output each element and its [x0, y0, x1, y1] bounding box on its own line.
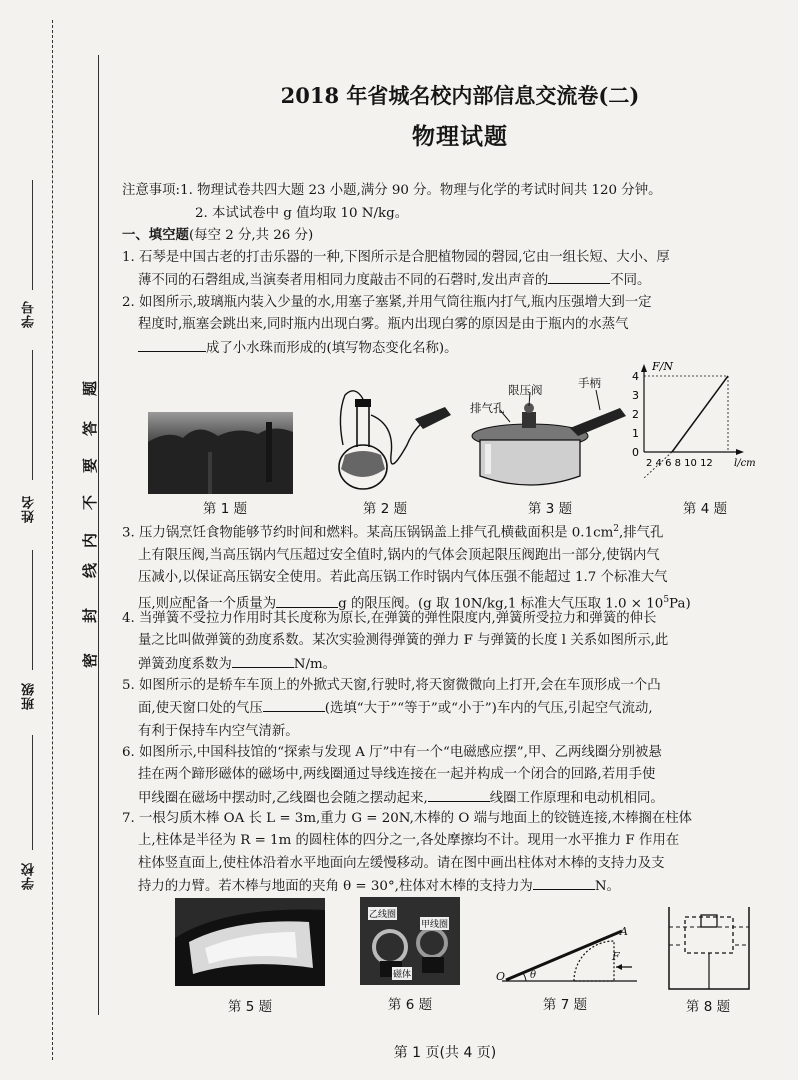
fig7-A-label: A	[620, 925, 628, 938]
exam-subtitle: 物理试题	[412, 123, 508, 150]
seal-dashed-line	[52, 20, 53, 1060]
question-5	[122, 675, 792, 743]
seal-char: 要	[81, 457, 100, 474]
xuexiao-blank	[32, 735, 33, 850]
seal-char: 内	[81, 532, 100, 549]
q7-line-2: 上,柱体是半径为 R = 1m 的圆柱体的四分之一,各处摩擦均不计。现用一水平推力 F 作用在	[138, 833, 680, 849]
seal-char: 密	[81, 652, 100, 669]
section-heading-rest: (每空 2 分,共 26 分)	[188, 228, 314, 243]
fig4-x-arrow	[736, 449, 744, 455]
fig4-ytick-label: 4	[632, 370, 639, 383]
fig6-pendulum-photo	[360, 897, 460, 985]
q3-line-4b: g 的限压阀。(g 取 10N/kg,1 标准大气压取 1.0 × 10	[338, 596, 664, 612]
q3-line-3: 压减小,以保证高压锅安全使用。若此高压锅工作时锅内气体压强不能超过 1.7 个标准大气	[138, 570, 668, 586]
fig6-magnet-label: 磁体	[392, 967, 412, 980]
q5-answer-blank[interactable]	[263, 697, 325, 712]
exam-title: 2018 年省城名校内部信息交流卷(二)	[280, 83, 640, 108]
fig3-valve-label: 限压阀	[508, 383, 543, 397]
fig2-caption: 第 2 题	[362, 501, 408, 517]
q6-line-1: 6. 如图所示,中国科技馆的“探索与发现 A 厅”中有一个“电磁感应摆”,甲、乙两线圈分别被悬	[122, 745, 662, 760]
q4-line-1: 4. 当弹簧不受拉力作用时其长度称为原长,在弹簧的弹性限度内,弹簧所受拉力和弹簧的伸长	[122, 611, 657, 626]
q7-line-4a: 持力的力臂。若木棒与地面的夹角 θ = 30°,柱体对木棒的支持力为	[138, 878, 533, 894]
fig4-series-line	[672, 376, 728, 452]
question-3	[122, 518, 792, 616]
xuehao-blank	[32, 180, 33, 290]
fig5-caption: 第 5 题	[227, 999, 273, 1015]
q7-line-1: 7. 一根匀质木棒 OA 长 L = 3m,重力 G = 20N,木棒的 O 端与地面上的铰链连接,木棒搁在柱体	[122, 811, 693, 826]
xingming-label: 姓名	[22, 495, 37, 523]
q3-answer-blank[interactable]	[276, 593, 338, 608]
q2-line-2: 程度时,瓶塞会跳出来,同时瓶内出现白雾。瓶内出现白雾的原因是由于瓶内的水蒸气	[138, 317, 629, 333]
notes-line-2: 2. 本试试卷中 g 值均取 10 N/kg。	[195, 206, 409, 221]
fig5-sunroof-icon	[175, 898, 325, 986]
question-1	[122, 247, 792, 293]
q3-sup-5: 5	[663, 595, 670, 606]
fig4-ytick-label: 0	[632, 446, 639, 459]
xingming-blank	[32, 350, 33, 480]
notes-line-1: 注意事项:1. 物理试卷共四大题 23 小题,满分 90 分。物理与化学的考试时间共 120 分钟。	[122, 183, 662, 198]
fig8-caption: 第 8 题	[685, 999, 731, 1015]
q3-line-2: 上有限压阀,当高压锅内气压超过安全值时,锅内的气体会顶起限压阀跑出一部分,使锅内气	[138, 547, 660, 563]
fig3-pressure-cooker	[470, 378, 630, 496]
q6-answer-blank[interactable]	[428, 787, 490, 802]
q1-line-2b: 不同。	[610, 273, 651, 289]
q5-line-2a: 面,使天窗口处的气压	[138, 701, 263, 717]
fig2-flask-pump-diagram	[315, 385, 455, 495]
fig5-sunroof-photo	[175, 898, 325, 986]
seal-char: 题	[81, 380, 100, 397]
q1-answer-blank[interactable]	[548, 269, 610, 284]
fig7-O-label: O	[496, 970, 506, 983]
q3-line-4c: Pa)	[669, 596, 691, 612]
fig8-container-diagram	[665, 905, 755, 991]
q4-line-3b: N/m。	[293, 656, 337, 672]
q3-line-1b: ,排气孔	[619, 525, 664, 541]
fig4-xtick-labels: 2 4 6 8 10 12	[646, 458, 713, 469]
fig7-caption: 第 7 题	[542, 997, 588, 1013]
seal-char: 线	[81, 562, 100, 579]
xuehao-label: 学号	[22, 300, 37, 328]
q5-line-1: 5. 如图所示的是轿车车顶上的外掀式天窗,行驶时,将天窗微微向上打开,会在车顶形成一个凸	[122, 678, 661, 693]
q3-sup-2: 2	[613, 524, 620, 534]
q3-line-1a: 3. 压力锅烹饪食物能够节约时间和燃料。某高压锅锅盖上排气孔横截面积是 0.1cm	[122, 525, 614, 541]
q7-line-3: 柱体竖直面上,使柱体沿着水平地面向左缓慢移动。请在图中画出柱体对木棒的支持力及支	[138, 855, 665, 871]
question-6	[122, 742, 792, 810]
q3-line-4a: 压,则应配备一个质量为	[138, 596, 277, 612]
fig4-y-arrow	[641, 364, 647, 372]
fig6-yi-label: 乙线圈	[368, 907, 397, 920]
fig4-ytick-label: 3	[632, 389, 639, 402]
q5-line-2b: (选填“大于”“等于”或“小于”)车内的气压,引起空气流动,	[324, 701, 653, 717]
seal-char: 答	[81, 420, 100, 437]
fig4-caption: 第 4 题	[682, 501, 728, 517]
fig4-ytick-label: 1	[632, 427, 639, 440]
question-2	[122, 292, 792, 360]
q4-answer-blank[interactable]	[232, 653, 294, 668]
q4-line-3a: 弹簧劲度系数为	[138, 656, 232, 672]
q7-answer-blank[interactable]	[533, 875, 595, 890]
fig4-spring-force-chart	[630, 360, 770, 480]
q4-line-2: 量之比叫做弹簧的劲度系数。某次实验测得弹簧的弹力 F 与弹簧的长度 l 关系如图所示,此	[138, 633, 669, 649]
question-4	[122, 608, 792, 676]
fig7-theta-label: θ	[530, 970, 537, 981]
seal-char: 不	[81, 494, 100, 511]
q2-answer-blank[interactable]	[138, 337, 206, 352]
page-number: 第 1 页(共 4 页)	[393, 1045, 497, 1061]
q2-line-3b: 成了小水珠而形成的(填写物态变化名称)。	[206, 340, 458, 356]
fig3-vent-label: 排气孔	[470, 401, 505, 415]
seal-char: 封	[81, 607, 100, 624]
fig4-ylabel: F/N	[652, 360, 673, 373]
banji-label: 班级	[22, 682, 37, 710]
q6-line-2: 挂在两个蹄形磁体的磁场中,两线圈通过导线连接在一起并构成一个闭合的回路,若用手使	[138, 767, 656, 783]
q5-line-3: 有利于保持车内空气清新。	[138, 723, 299, 739]
fig6-jia-label: 甲线圈	[420, 917, 449, 930]
q1-line-2a: 薄不同的石磬组成,当演奏者用相同力度敲击不同的石磬时,发出声音的	[138, 273, 549, 289]
fig3-caption: 第 3 题	[527, 501, 573, 517]
fig1-trees-icon	[148, 412, 293, 494]
fig3-handle-label: 手柄	[578, 376, 601, 390]
q6-line-3b: 线圈工作原理和电动机相同。	[489, 790, 664, 806]
q7-line-4b: N。	[594, 878, 620, 894]
q2-line-1: 2. 如图所示,玻璃瓶内装入少量的水,用塞子塞紧,并用气筒往瓶内打气,瓶内压强增大到一定	[122, 295, 652, 310]
xuexiao-label: 学校	[22, 862, 37, 890]
banji-blank	[32, 550, 33, 670]
fig7-F-label: F	[612, 950, 620, 963]
section-heading	[122, 224, 787, 247]
fig1-photo-stone-chime-garden	[148, 412, 293, 494]
fig4-xlabel: l/cm	[734, 458, 756, 469]
fig6-caption: 第 6 题	[387, 997, 433, 1013]
section-heading-bold: 一、填空题	[122, 227, 189, 243]
q6-line-3a: 甲线圈在磁场中摆动时,乙线圈也会随之摆动起来,	[138, 790, 428, 806]
q1-line-1: 1. 石琴是中国古老的打击乐器的一种,下图所示是合肥植物园的磬园,它由一组长短、大小、厚	[122, 250, 670, 265]
fig1-caption: 第 1 题	[202, 501, 248, 517]
question-7	[122, 808, 792, 898]
fig4-ytick-label: 2	[632, 408, 639, 421]
